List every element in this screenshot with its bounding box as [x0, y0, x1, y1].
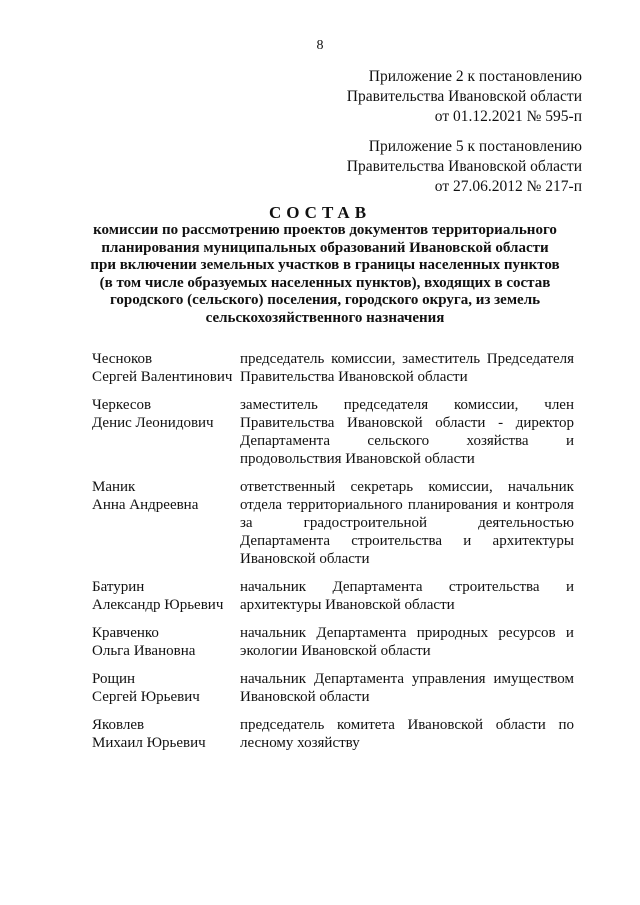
document-subtitle: [90, 222, 560, 327]
member-row: [92, 716, 574, 752]
member-role: [240, 578, 574, 614]
member-role-line: начальник Департамента природных ресурсов и: [240, 625, 574, 641]
appendix-current-line: Приложение 2 к постановлению: [368, 68, 582, 85]
member-name: [92, 350, 240, 386]
appendix-original-line: Приложение 5 к постановлению: [368, 138, 582, 155]
member-role-line: заместитель председателя комиссии, член: [240, 397, 574, 413]
member-given-name: Александр Юрьевич: [92, 597, 224, 613]
member-surname: Яковлев: [92, 717, 145, 733]
member-name: [92, 670, 240, 706]
member-row: [92, 670, 574, 706]
member-role-line: Департамента сельского хозяйства и: [240, 433, 574, 449]
member-name: [92, 396, 240, 468]
member-role-line: отдела территориального планирования и контроля: [240, 497, 574, 513]
appendix-current-line: от 01.12.2021 № 595-п: [434, 108, 582, 125]
member-name: [92, 478, 240, 568]
member-role-line: председатель комиссии, заместитель Председателя: [240, 351, 574, 367]
member-role: [240, 624, 574, 660]
member-role-line: за градостроительной деятельностью: [240, 515, 574, 531]
member-given-name: Анна Андреевна: [92, 497, 199, 513]
member-given-name: Михаил Юрьевич: [92, 735, 206, 751]
member-row: [92, 624, 574, 660]
appendix-original-line: от 27.06.2012 № 217-п: [434, 178, 582, 195]
member-surname: Маник: [92, 479, 136, 495]
member-role: [240, 716, 574, 752]
member-given-name: Денис Леонидович: [92, 415, 214, 431]
subtitle-line: городского (сельского) поселения, городского округа, из земель: [109, 292, 541, 308]
member-given-name: Сергей Юрьевич: [92, 689, 200, 705]
member-given-name: Ольга Ивановна: [92, 643, 196, 659]
appendix-original: [347, 137, 582, 197]
member-role: [240, 670, 574, 706]
member-role: [240, 478, 574, 568]
member-role-line: экологии Ивановской области: [240, 643, 431, 659]
member-role-line: председатель комитета Ивановской области по: [240, 717, 574, 733]
appendix-current-line: Правительства Ивановской области: [346, 88, 582, 105]
subtitle-line: комиссии по рассмотрению проектов документов территориального: [93, 222, 557, 238]
member-row: [92, 350, 574, 386]
member-role-line: Правительства Ивановской области - директор: [240, 415, 574, 431]
appendix-original-line: Правительства Ивановской области: [346, 158, 582, 175]
member-name: [92, 624, 240, 660]
document-title: СОСТАВ: [268, 203, 372, 222]
subtitle-line: планирования муниципальных образований Ивановской области: [101, 239, 549, 256]
member-given-name: Сергей Валентинович: [92, 369, 233, 385]
member-role-line: лесному хозяйству: [240, 735, 360, 751]
subtitle-line: (в том числе образуемых населенных пунктов), входящих в состав: [99, 274, 551, 291]
member-role-line: продовольствия Ивановской области: [240, 451, 475, 467]
member-role-line: Правительства Ивановской области: [240, 369, 468, 385]
member-role-line: начальник Департамента строительства и: [240, 579, 574, 595]
subtitle-line: сельскохозяйственного назначения: [205, 309, 445, 326]
member-row: [92, 396, 574, 468]
member-surname: Батурин: [92, 579, 145, 595]
member-surname: Чесноков: [92, 351, 153, 367]
member-role: [240, 350, 574, 386]
member-role-line: Департамента строительства и архитектуры: [240, 533, 574, 549]
member-name: [92, 716, 240, 752]
subtitle-line: при включении земельных участков в границы населенных пунктов: [90, 257, 560, 273]
member-role-line: начальник Департамента управления имуществом: [240, 671, 574, 687]
member-role-line: Ивановской области: [240, 689, 370, 705]
member-role-line: ответственный секретарь комиссии, начальник: [240, 479, 574, 495]
member-name: [92, 578, 240, 614]
member-surname: Рощин: [92, 671, 136, 687]
member-role-line: архитектуры Ивановской области: [240, 597, 455, 613]
member-role-line: Ивановской области: [240, 551, 370, 567]
member-row: [92, 578, 574, 614]
appendix-current: [347, 67, 582, 127]
member-role: [240, 396, 574, 468]
page-number: 8: [316, 38, 324, 53]
member-surname: Черкесов: [92, 397, 152, 413]
members-list: [92, 350, 574, 762]
member-row: [92, 478, 574, 568]
member-surname: Кравченко: [92, 625, 159, 641]
